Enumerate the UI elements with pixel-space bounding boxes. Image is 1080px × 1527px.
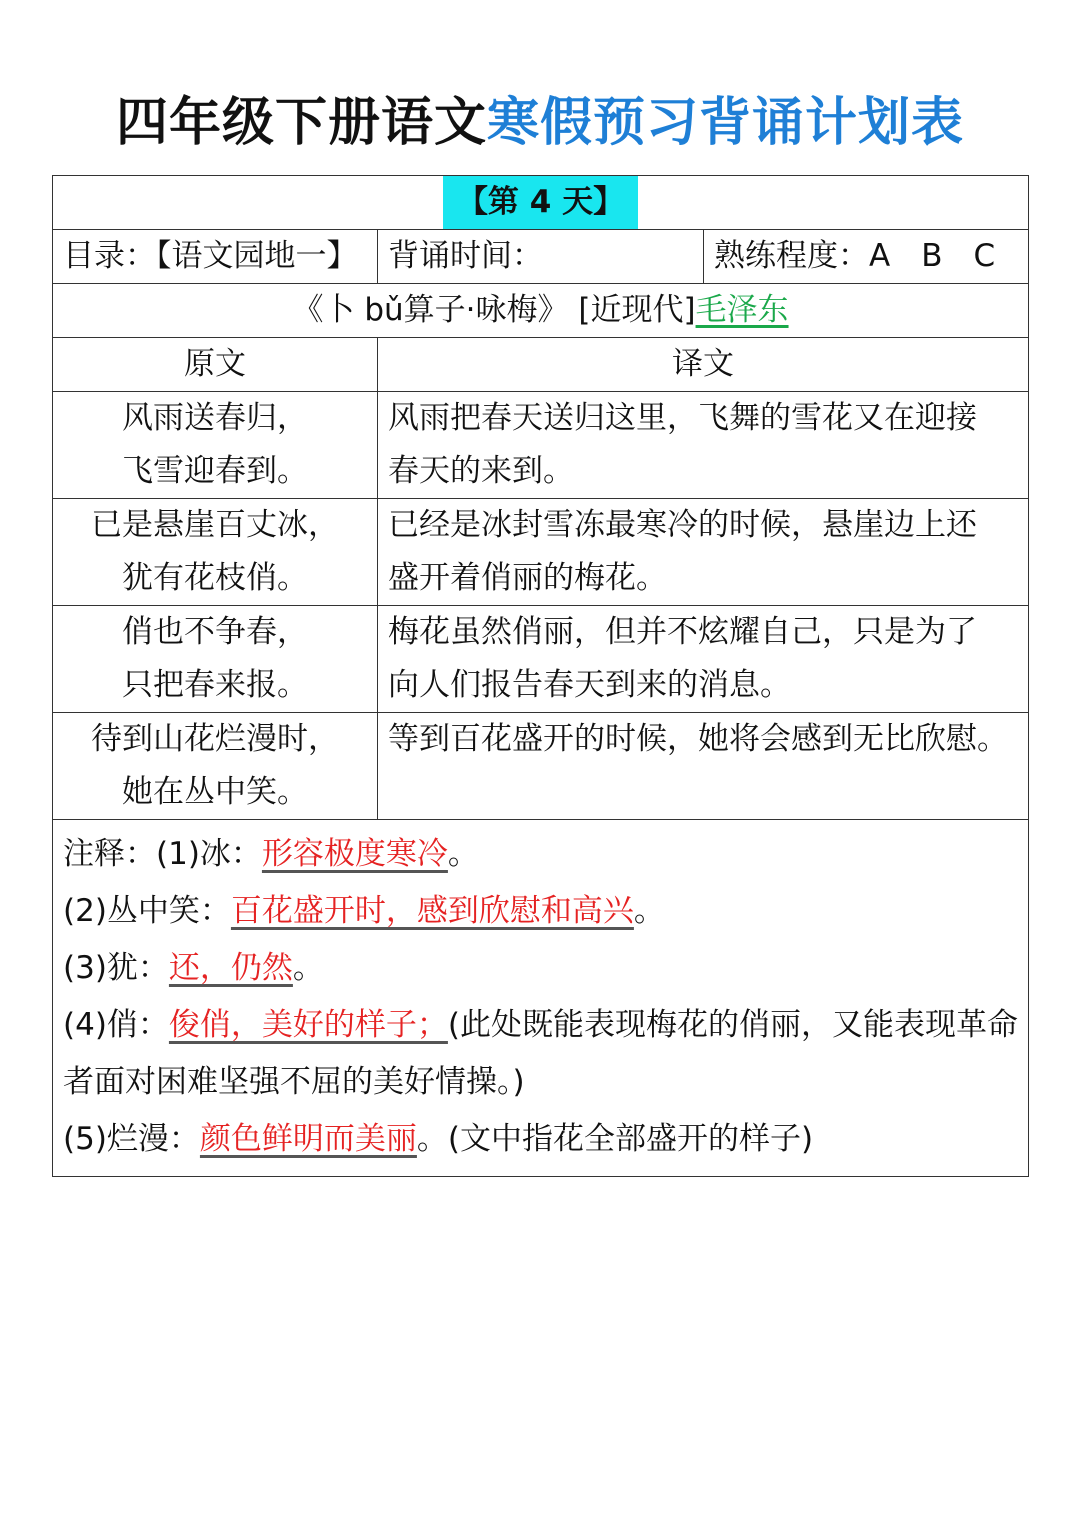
poem-title-row xyxy=(53,284,1029,338)
translation-cell xyxy=(378,499,1029,606)
day-row xyxy=(53,176,1029,230)
note-tail: 。 xyxy=(447,836,479,872)
note-item xyxy=(63,997,1018,1111)
verse-row xyxy=(53,713,1029,820)
original-header: 原文 xyxy=(53,338,378,392)
note-item xyxy=(63,1111,1018,1168)
plan-table xyxy=(52,175,1029,1177)
poem-title: 《卜 bǔ算子·咏梅》 [近现代] xyxy=(292,292,696,328)
catalog-cell: 目录：【语文园地一】 xyxy=(53,230,378,284)
translation-line: 等到百花盛开的时候，她将会感到无比欣慰。 xyxy=(388,721,1008,757)
title-blue-part: 寒假预习背诵计划表 xyxy=(487,93,965,153)
original-line: 俏也不争春， xyxy=(122,614,308,650)
note-tail: 。 xyxy=(633,893,665,929)
note-tail: (此处既能表现梅花的俏丽，又能表现革命者面对困难坚强不屈的美好情操。) xyxy=(63,1007,1019,1100)
info-row xyxy=(53,230,1029,284)
notes-cell xyxy=(53,820,1029,1177)
note-answer: 百花盛开时，感到欣慰和高兴 xyxy=(230,893,634,929)
translation-line: 风雨把春天送归这里，飞舞的雪花又在迎接 xyxy=(388,400,977,436)
recite-time-cell: 背诵时间： xyxy=(378,230,704,284)
day-badge: 【第 4 天】 xyxy=(443,176,638,229)
original-cell xyxy=(53,713,378,820)
translation-cell xyxy=(378,713,1029,820)
note-answer: 颜色鲜明而美丽 xyxy=(199,1121,417,1157)
original-line: 飞雪迎春到。 xyxy=(122,453,308,489)
note-item xyxy=(63,940,1018,997)
title-black-part: 四年级下册语文 xyxy=(115,93,487,153)
verse-row xyxy=(53,606,1029,713)
note-answer: 还，仍然 xyxy=(168,950,293,986)
note-answer: 俊俏，美好的样子； xyxy=(168,1007,448,1043)
column-header-row xyxy=(53,338,1029,392)
verse-row xyxy=(53,392,1029,499)
original-line: 已是悬崖百丈冰， xyxy=(91,507,339,543)
notes-row xyxy=(53,820,1029,1177)
original-line: 风雨送春归， xyxy=(122,400,308,436)
original-line: 只把春来报。 xyxy=(122,667,308,703)
translation-line: 春天的来到。 xyxy=(388,453,574,489)
original-cell xyxy=(53,606,378,713)
original-line: 她在丛中笑。 xyxy=(122,774,308,810)
translation-cell xyxy=(378,606,1029,713)
translation-line: 盛开着俏丽的梅花。 xyxy=(388,560,667,596)
note-label: (5)烂漫： xyxy=(63,1121,200,1157)
verse-row xyxy=(53,499,1029,606)
translation-cell xyxy=(378,392,1029,499)
original-line: 待到山花烂漫时， xyxy=(91,721,339,757)
original-line: 犹有花枝俏。 xyxy=(122,560,308,596)
original-cell xyxy=(53,499,378,606)
note-label: 注释：(1)冰： xyxy=(63,836,262,872)
poet-name: 毛泽东 xyxy=(695,292,789,328)
note-tail: 。(文中指花全部盛开的样子) xyxy=(416,1121,814,1157)
note-item xyxy=(63,826,1018,883)
translation-header: 译文 xyxy=(378,338,1029,392)
proficiency-cell: 熟练程度：A B C xyxy=(704,230,1029,284)
note-answer: 形容极度寒冷 xyxy=(261,836,448,872)
translation-line: 已经是冰封雪冻最寒冷的时候，悬崖边上还 xyxy=(388,507,977,543)
note-label: (2)丛中笑： xyxy=(63,893,231,929)
note-label: (3)犹： xyxy=(63,950,169,986)
note-label: (4)俏： xyxy=(63,1007,169,1043)
translation-line: 梅花虽然俏丽，但并不炫耀自己，只是为了 xyxy=(388,614,977,650)
translation-line: 向人们报告春天到来的消息。 xyxy=(388,667,791,703)
note-item xyxy=(63,883,1018,940)
page-title xyxy=(0,88,1080,158)
note-tail: 。 xyxy=(292,950,324,986)
original-cell xyxy=(53,392,378,499)
